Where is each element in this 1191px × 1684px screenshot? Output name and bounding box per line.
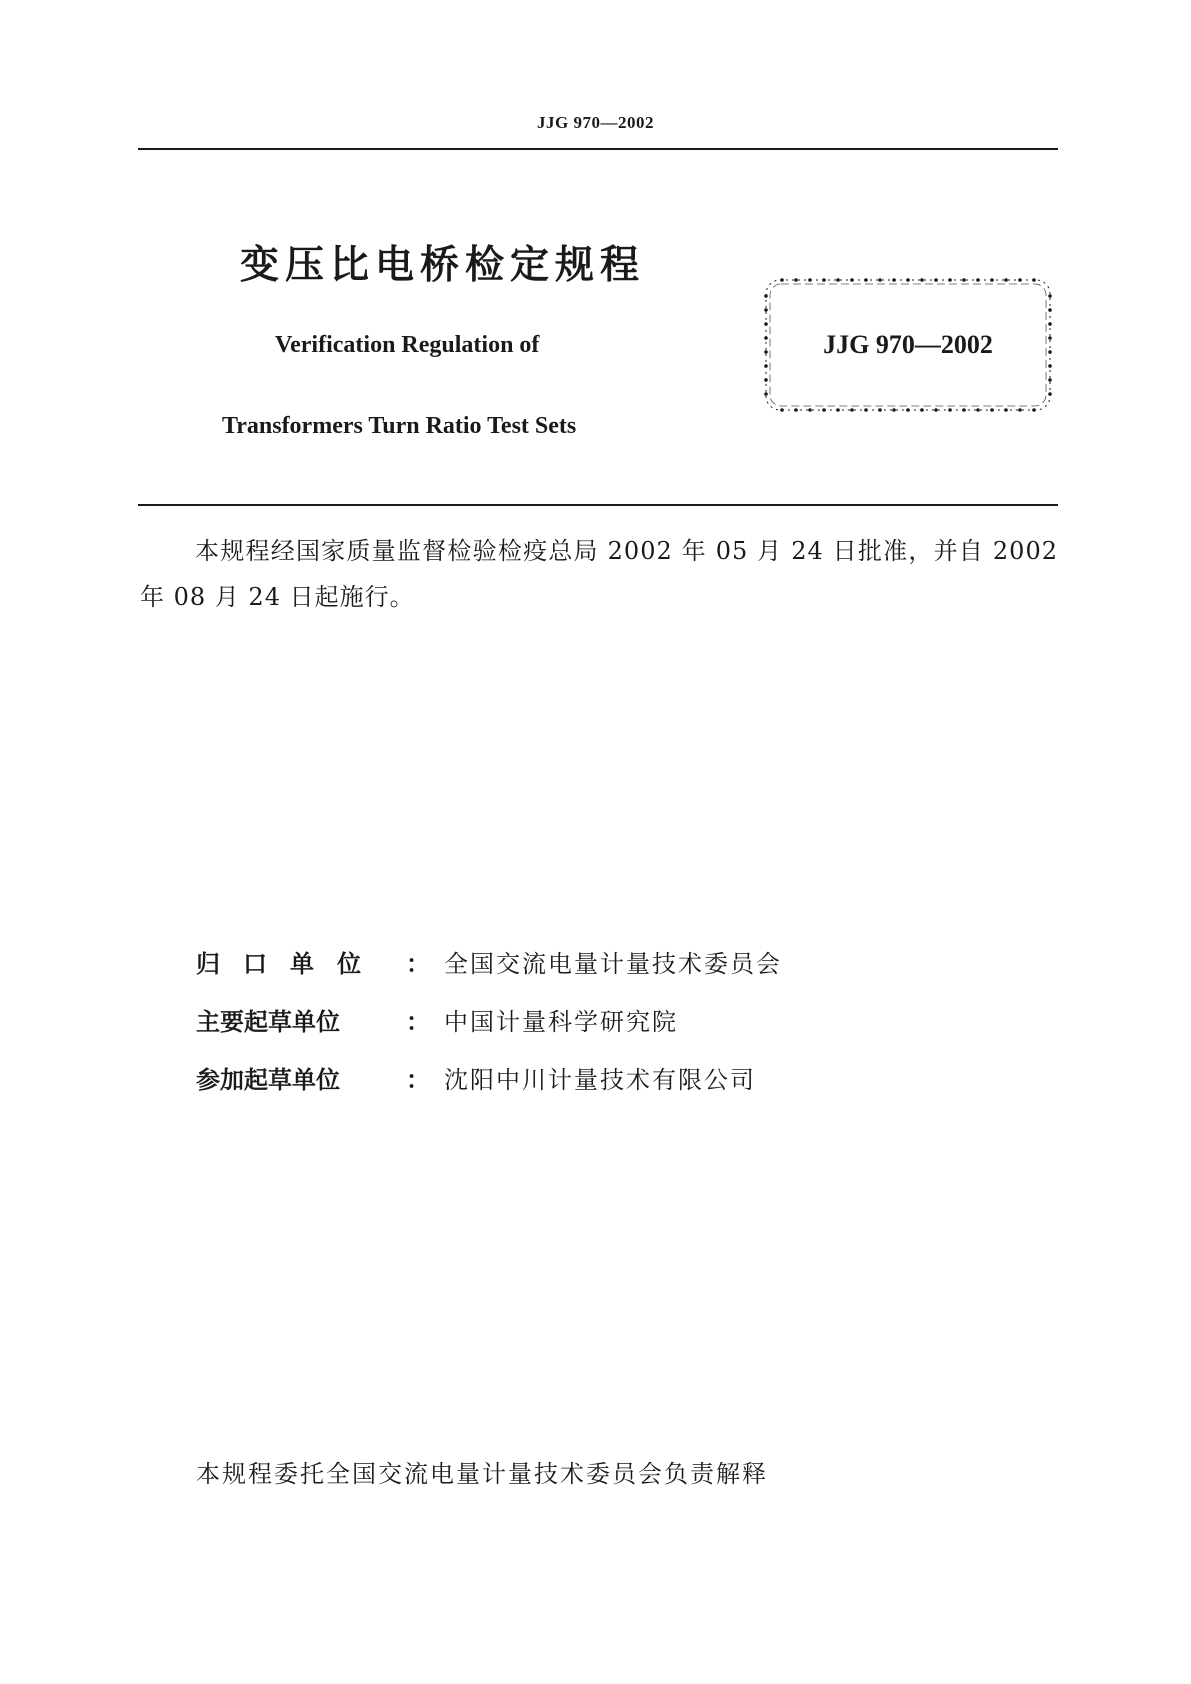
frame-dot bbox=[822, 278, 826, 282]
frame-dot bbox=[1048, 308, 1052, 312]
title-english-line1: Verification Regulation of bbox=[275, 332, 540, 358]
frame-dot bbox=[1004, 408, 1008, 412]
frame-dot bbox=[764, 294, 768, 298]
frame-dot bbox=[1004, 278, 1008, 282]
org-value: 全国交流电量计量技术委员会 bbox=[444, 950, 782, 978]
frame-dot bbox=[948, 278, 952, 282]
frame-dot bbox=[836, 408, 840, 412]
frame-dot bbox=[808, 408, 812, 412]
frame-dot bbox=[976, 408, 980, 412]
frame-dot bbox=[808, 278, 812, 282]
frame-dot bbox=[962, 278, 966, 282]
frame-dot bbox=[764, 308, 768, 312]
frame-dot bbox=[1048, 392, 1052, 396]
frame-dot bbox=[892, 278, 896, 282]
org-colon: ： bbox=[406, 1066, 430, 1094]
frame-dot bbox=[836, 278, 840, 282]
org-label: 归口单位 bbox=[196, 950, 384, 978]
frame-dot bbox=[864, 278, 868, 282]
frame-dot bbox=[822, 408, 826, 412]
frame-dot bbox=[920, 408, 924, 412]
frame-dot bbox=[920, 278, 924, 282]
frame-dot bbox=[850, 408, 854, 412]
frame-dot bbox=[1032, 408, 1036, 412]
frame-dot bbox=[764, 322, 768, 326]
document-code-header: JJG 970—2002 bbox=[537, 113, 654, 132]
top-divider bbox=[138, 148, 1058, 150]
regulation-code: JJG 970—2002 bbox=[823, 330, 993, 359]
frame-dot bbox=[794, 278, 798, 282]
frame-dot bbox=[948, 408, 952, 412]
frame-dot bbox=[976, 278, 980, 282]
frame-dot bbox=[1048, 378, 1052, 382]
org-colon: ： bbox=[406, 1008, 430, 1036]
frame-dot bbox=[934, 278, 938, 282]
org-label: 主要起草单位 bbox=[196, 1008, 340, 1036]
frame-dot bbox=[764, 392, 768, 396]
org-row-main-drafter bbox=[196, 1002, 678, 1037]
org-value: 沈阳中川计量技术有限公司 bbox=[444, 1066, 756, 1094]
frame-dot bbox=[864, 408, 868, 412]
org-colon: ： bbox=[406, 950, 430, 978]
frame-dot bbox=[1018, 408, 1022, 412]
approval-statement: 本规程经国家质量监督检验检疫总局 2002 年 05 月 24 日批准，并自 2002 年 08 月 24 日起施行。 bbox=[140, 537, 1058, 611]
frame-dot bbox=[990, 408, 994, 412]
frame-dot bbox=[850, 278, 854, 282]
frame-dot bbox=[794, 408, 798, 412]
frame-dot bbox=[1048, 294, 1052, 298]
org-label: 参加起草单位 bbox=[196, 1066, 340, 1094]
frame-dot bbox=[764, 378, 768, 382]
org-row-participating-drafter bbox=[196, 1060, 756, 1095]
frame-dot bbox=[906, 278, 910, 282]
frame-dot bbox=[878, 278, 882, 282]
middle-divider bbox=[138, 504, 1058, 506]
org-value: 中国计量科学研究院 bbox=[444, 1008, 678, 1036]
frame-dot bbox=[780, 408, 784, 412]
title-chinese: 变压比电桥检定规程 bbox=[240, 243, 646, 288]
frame-dot bbox=[1048, 322, 1052, 326]
frame-dot bbox=[764, 364, 768, 368]
frame-dot bbox=[1032, 278, 1036, 282]
frame-dot bbox=[892, 408, 896, 412]
frame-dot bbox=[906, 408, 910, 412]
regulation-code-frame bbox=[762, 276, 1054, 414]
title-english-line2: Transformers Turn Ratio Test Sets bbox=[222, 413, 577, 439]
frame-dot bbox=[962, 408, 966, 412]
frame-dot bbox=[780, 278, 784, 282]
interpretation-note: 本规程委托全国交流电量计量技术委员会负责解释 bbox=[196, 1460, 768, 1488]
frame-dot bbox=[934, 408, 938, 412]
frame-dot bbox=[990, 278, 994, 282]
org-row-responsible bbox=[196, 944, 782, 979]
frame-dot bbox=[878, 408, 882, 412]
frame-dot bbox=[1018, 278, 1022, 282]
frame-dot bbox=[1048, 364, 1052, 368]
